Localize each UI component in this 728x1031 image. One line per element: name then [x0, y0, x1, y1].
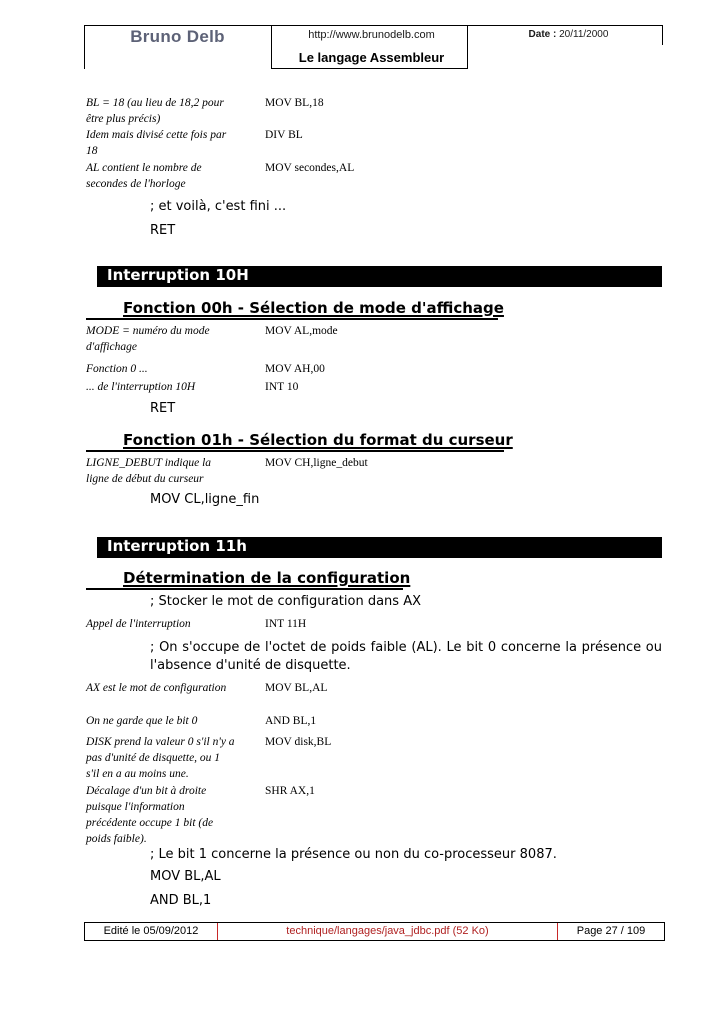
code-comment: ... de l'interruption 10H	[86, 381, 196, 393]
author-name: Bruno Delb	[130, 27, 225, 46]
document-title: Le langage Assembleur	[298, 50, 445, 65]
code-comment: BL = 18 (au lieu de 18,2 pour être plus précis)	[86, 97, 224, 125]
code-line: MOV BL,AL	[150, 869, 221, 884]
date-value: 20/11/2000	[559, 29, 609, 40]
subsection-title: Fonction 01h - Sélection du format du curseur	[123, 431, 513, 449]
subsection-underline	[86, 450, 504, 452]
asm-instruction: MOV AH,00	[265, 363, 325, 375]
date-label: Date :	[528, 29, 557, 40]
code-comment: LIGNE_DEBUT indique la ligne de début du curseur	[86, 457, 212, 485]
code-comment: Décalage d'un bit à droite puisque l'information précédente occupe 1 bit (de poids faible).	[86, 785, 214, 845]
asm-instruction: MOV CH,ligne_debut	[265, 457, 368, 469]
header-bottom-rule	[271, 68, 467, 69]
header-top-rule	[84, 25, 663, 26]
code-comment: On ne garde que le bit 0	[86, 715, 198, 727]
asm-instruction: AND BL,1	[265, 715, 317, 727]
subsection-title: Fonction 00h - Sélection de mode d'affichage	[123, 299, 504, 317]
code-comment: Idem mais divisé cette fois par 18	[86, 129, 227, 157]
edit-date: Edité le 05/09/2012	[103, 925, 199, 937]
subsection-underline	[86, 318, 498, 320]
code-line: MOV CL,ligne_fin	[150, 492, 260, 507]
code-comment: DISK prend la valeur 0 s'il n'y a pas d'unité de disquette, ou 1 s'il en a au moins une.	[86, 736, 235, 780]
document-path[interactable]: technique/langages/java_jdbc.pdf (52 Ko)	[286, 925, 489, 937]
code-line: RET	[150, 401, 176, 416]
header-divider	[271, 25, 272, 69]
code-line: RET	[150, 223, 176, 238]
subsection-underline	[86, 588, 403, 590]
code-line: ; et voilà, c'est fini ...	[150, 199, 287, 214]
code-line: ; Stocker le mot de configuration dans AX	[150, 594, 422, 609]
website-link[interactable]: http://www.brunodelb.com	[308, 29, 435, 41]
asm-instruction: INT 11H	[265, 618, 307, 630]
asm-instruction: DIV BL	[265, 129, 303, 141]
section-heading-label: Interruption 10H	[107, 266, 249, 284]
code-note: ; On s'occupe de l'octet de poids faible (AL). Le bit 0 concerne la présence ou l'absence d'unité de disquette.	[150, 640, 662, 673]
code-comment: MODE = numéro du mode d'affichage	[86, 325, 210, 353]
section-heading-label: Interruption 11h	[107, 537, 247, 555]
code-line: AND BL,1	[150, 893, 212, 908]
subsection-title: Détermination de la configuration	[123, 569, 411, 587]
code-comment: Appel de l'interruption	[86, 618, 191, 630]
page-header	[84, 25, 663, 69]
asm-instruction: MOV AL,mode	[265, 325, 338, 337]
section-heading-interrupt-10h	[97, 266, 662, 287]
page-footer	[84, 922, 665, 941]
code-comment: AL contient le nombre de secondes de l'horloge	[86, 162, 202, 190]
asm-instruction: MOV secondes,AL	[265, 162, 355, 174]
code-comment: Fonction 0 ...	[86, 363, 148, 375]
asm-instruction: INT 10	[265, 381, 299, 393]
page-number: Page 27 / 109	[576, 925, 646, 937]
asm-instruction: SHR AX,1	[265, 785, 315, 797]
document-date	[474, 29, 663, 40]
asm-instruction: MOV BL,AL	[265, 682, 328, 694]
asm-instruction: MOV BL,18	[265, 97, 324, 109]
code-line: ; Le bit 1 concerne la présence ou non du co-processeur 8087.	[150, 847, 557, 862]
code-comment: AX est le mot de configuration	[86, 682, 227, 694]
asm-instruction: MOV disk,BL	[265, 736, 332, 748]
section-heading-interrupt-11h	[97, 537, 662, 558]
